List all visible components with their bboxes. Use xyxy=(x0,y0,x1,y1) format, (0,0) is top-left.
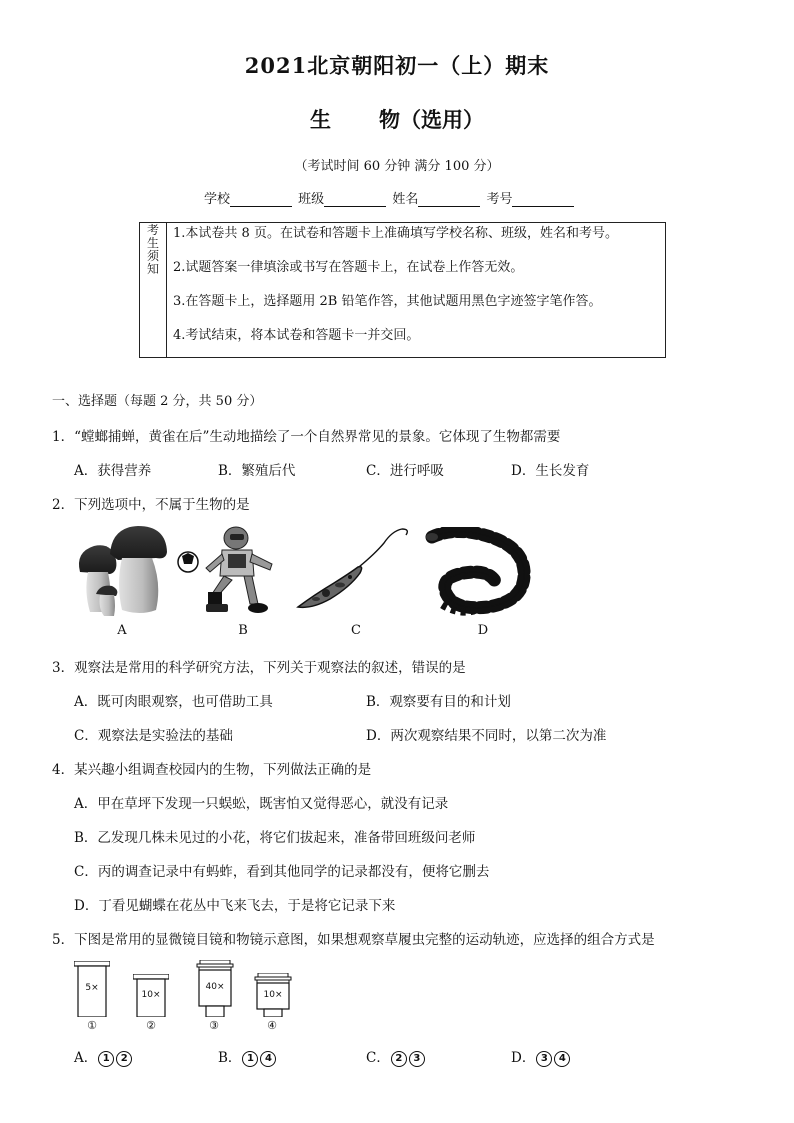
q5-choice-circled: 1 xyxy=(98,1051,114,1067)
notice-item: 4.考试结束，将本试卷和答题卡一并交回。 xyxy=(173,328,420,343)
q5-choice-circled: 3 xyxy=(409,1051,425,1067)
q3-option-c[interactable]: C．观察法是实验法的基础 xyxy=(74,728,233,744)
field-id-blank[interactable] xyxy=(512,192,574,207)
notice-head-char: 知 xyxy=(146,262,159,276)
q5-choice-circled: 2 xyxy=(391,1051,407,1067)
q2-label-a: A xyxy=(117,623,127,638)
q2-label-b: B xyxy=(238,623,248,638)
question-4-stem: 4．某兴趣小组调查校园内的生物，下列做法正确的是 xyxy=(52,762,372,778)
q4-option-d[interactable]: D．丁看见蝴蝶在花丛中飞来飞去，于是将它记录下来 xyxy=(74,898,396,914)
field-class-blank[interactable] xyxy=(324,192,386,207)
q5-choice-circled: 4 xyxy=(260,1051,276,1067)
q5-option-c[interactable] xyxy=(366,1046,426,1067)
field-class-label: 班级 xyxy=(298,192,325,207)
lens-3-number: ③ xyxy=(209,1019,219,1032)
field-name-label: 姓名 xyxy=(392,192,419,207)
exam-info: （考试时间 60 分钟 满分 100 分） xyxy=(294,159,500,174)
q4-option-b[interactable]: B．乙发现几株未见过的小花，将它们拔起来，准备带回班级问老师 xyxy=(74,830,476,846)
notice-items xyxy=(173,225,618,361)
field-school-label: 学校 xyxy=(204,192,231,207)
q5-option-d-letter: D． xyxy=(511,1050,536,1066)
notice-head-char: 生 xyxy=(146,236,159,250)
section-title: 一、选择题（每题 2 分，共 50 分） xyxy=(52,394,263,409)
mushroom-image[interactable] xyxy=(70,522,170,618)
subject-title xyxy=(0,104,794,134)
q5-option-c-letter: C． xyxy=(366,1050,390,1066)
eyepiece-5x[interactable] xyxy=(74,961,110,1017)
q2-label-d: D xyxy=(477,623,489,638)
field-id-label: 考号 xyxy=(486,192,513,207)
eyepiece-10x[interactable] xyxy=(133,974,169,1017)
subject-left: 生 xyxy=(310,107,331,132)
notice-box xyxy=(139,222,666,358)
q1-option-c[interactable]: C．进行呼吸 xyxy=(366,463,444,479)
q5-option-b-letter: B． xyxy=(218,1050,242,1066)
field-school-blank[interactable] xyxy=(230,192,292,207)
snake-image[interactable] xyxy=(424,527,536,617)
objective-40x[interactable] xyxy=(196,960,234,1017)
lens-4-label: 10× xyxy=(263,990,283,1000)
q3-option-d[interactable]: D．两次观察结果不同时，以第二次为准 xyxy=(366,728,607,744)
q5-option-a-letter: A． xyxy=(74,1050,98,1066)
q5-option-a[interactable] xyxy=(74,1046,133,1067)
lens-3-label: 40× xyxy=(205,982,225,992)
q3-option-a[interactable]: A．既可肉眼观察，也可借助工具 xyxy=(74,694,273,710)
q5-option-b[interactable] xyxy=(218,1046,277,1067)
q5-choice-circled: 4 xyxy=(554,1051,570,1067)
question-1-stem: 1．“螳螂捕蝉，黄雀在后”生动地描绘了一个自然界常见的景象。它体现了生物都需要 xyxy=(52,429,561,445)
robot-image[interactable] xyxy=(176,524,284,616)
q5-choice-circled: 2 xyxy=(116,1051,132,1067)
objective-10x[interactable] xyxy=(254,973,292,1017)
lens-1-number: ① xyxy=(87,1019,97,1032)
q4-option-a[interactable]: A．甲在草坪下发现一只蜈蚣，既害怕又觉得恶心，就没有记录 xyxy=(74,796,449,812)
euglena-image[interactable] xyxy=(294,525,412,615)
notice-item: 1.本试卷共 8 页。在试卷和答题卡上准确填写学校名称、班级，姓名和考号。 xyxy=(173,226,618,241)
lens-1-label: 5× xyxy=(85,983,99,993)
lens-2-label: 10× xyxy=(141,990,161,1000)
q5-choice-circled: 1 xyxy=(242,1051,258,1067)
question-5-stem: 5．下图是常用的显微镜目镜和物镜示意图，如果想观察草履虫完整的运动轨迹，应选择的组合方式是 xyxy=(52,932,655,948)
q1-option-d[interactable]: D．生长发育 xyxy=(511,463,590,479)
q1-option-b[interactable]: B．繁殖后代 xyxy=(218,463,296,479)
lens-2-number: ② xyxy=(146,1019,156,1032)
notice-item: 3.在答题卡上，选择题用 2B 铅笔作答，其他试题用黑色字迹签字笔作答。 xyxy=(173,294,602,309)
notice-head-char: 考 xyxy=(146,223,159,237)
q3-option-b[interactable]: B．观察要有目的和计划 xyxy=(366,694,511,710)
lens-4-number: ④ xyxy=(267,1019,277,1032)
q4-option-c[interactable]: C．丙的调查记录中有蚂蚱，看到其他同学的记录都没有，便将它删去 xyxy=(74,864,490,880)
subject-right: 物（选用） xyxy=(379,107,484,132)
student-info-fields xyxy=(204,188,576,207)
q5-choice-circled: 3 xyxy=(536,1051,552,1067)
notice-heading xyxy=(140,223,167,357)
q2-label-c: C xyxy=(351,623,361,638)
q5-option-d[interactable] xyxy=(511,1046,571,1067)
question-3-stem: 3．观察法是常用的科学研究方法，下列关于观察法的叙述，错误的是 xyxy=(52,660,466,676)
notice-item: 2.试题答案一律填涂或书写在答题卡上，在试卷上作答无效。 xyxy=(173,260,524,275)
notice-head-char: 须 xyxy=(146,249,159,263)
paper-title: 2021北京朝阳初一（上）期末 xyxy=(244,53,550,78)
question-2-stem: 2．下列选项中，不属于生物的是 xyxy=(52,497,250,513)
field-name-blank[interactable] xyxy=(418,192,480,207)
q1-option-a[interactable]: A．获得营养 xyxy=(74,463,152,479)
